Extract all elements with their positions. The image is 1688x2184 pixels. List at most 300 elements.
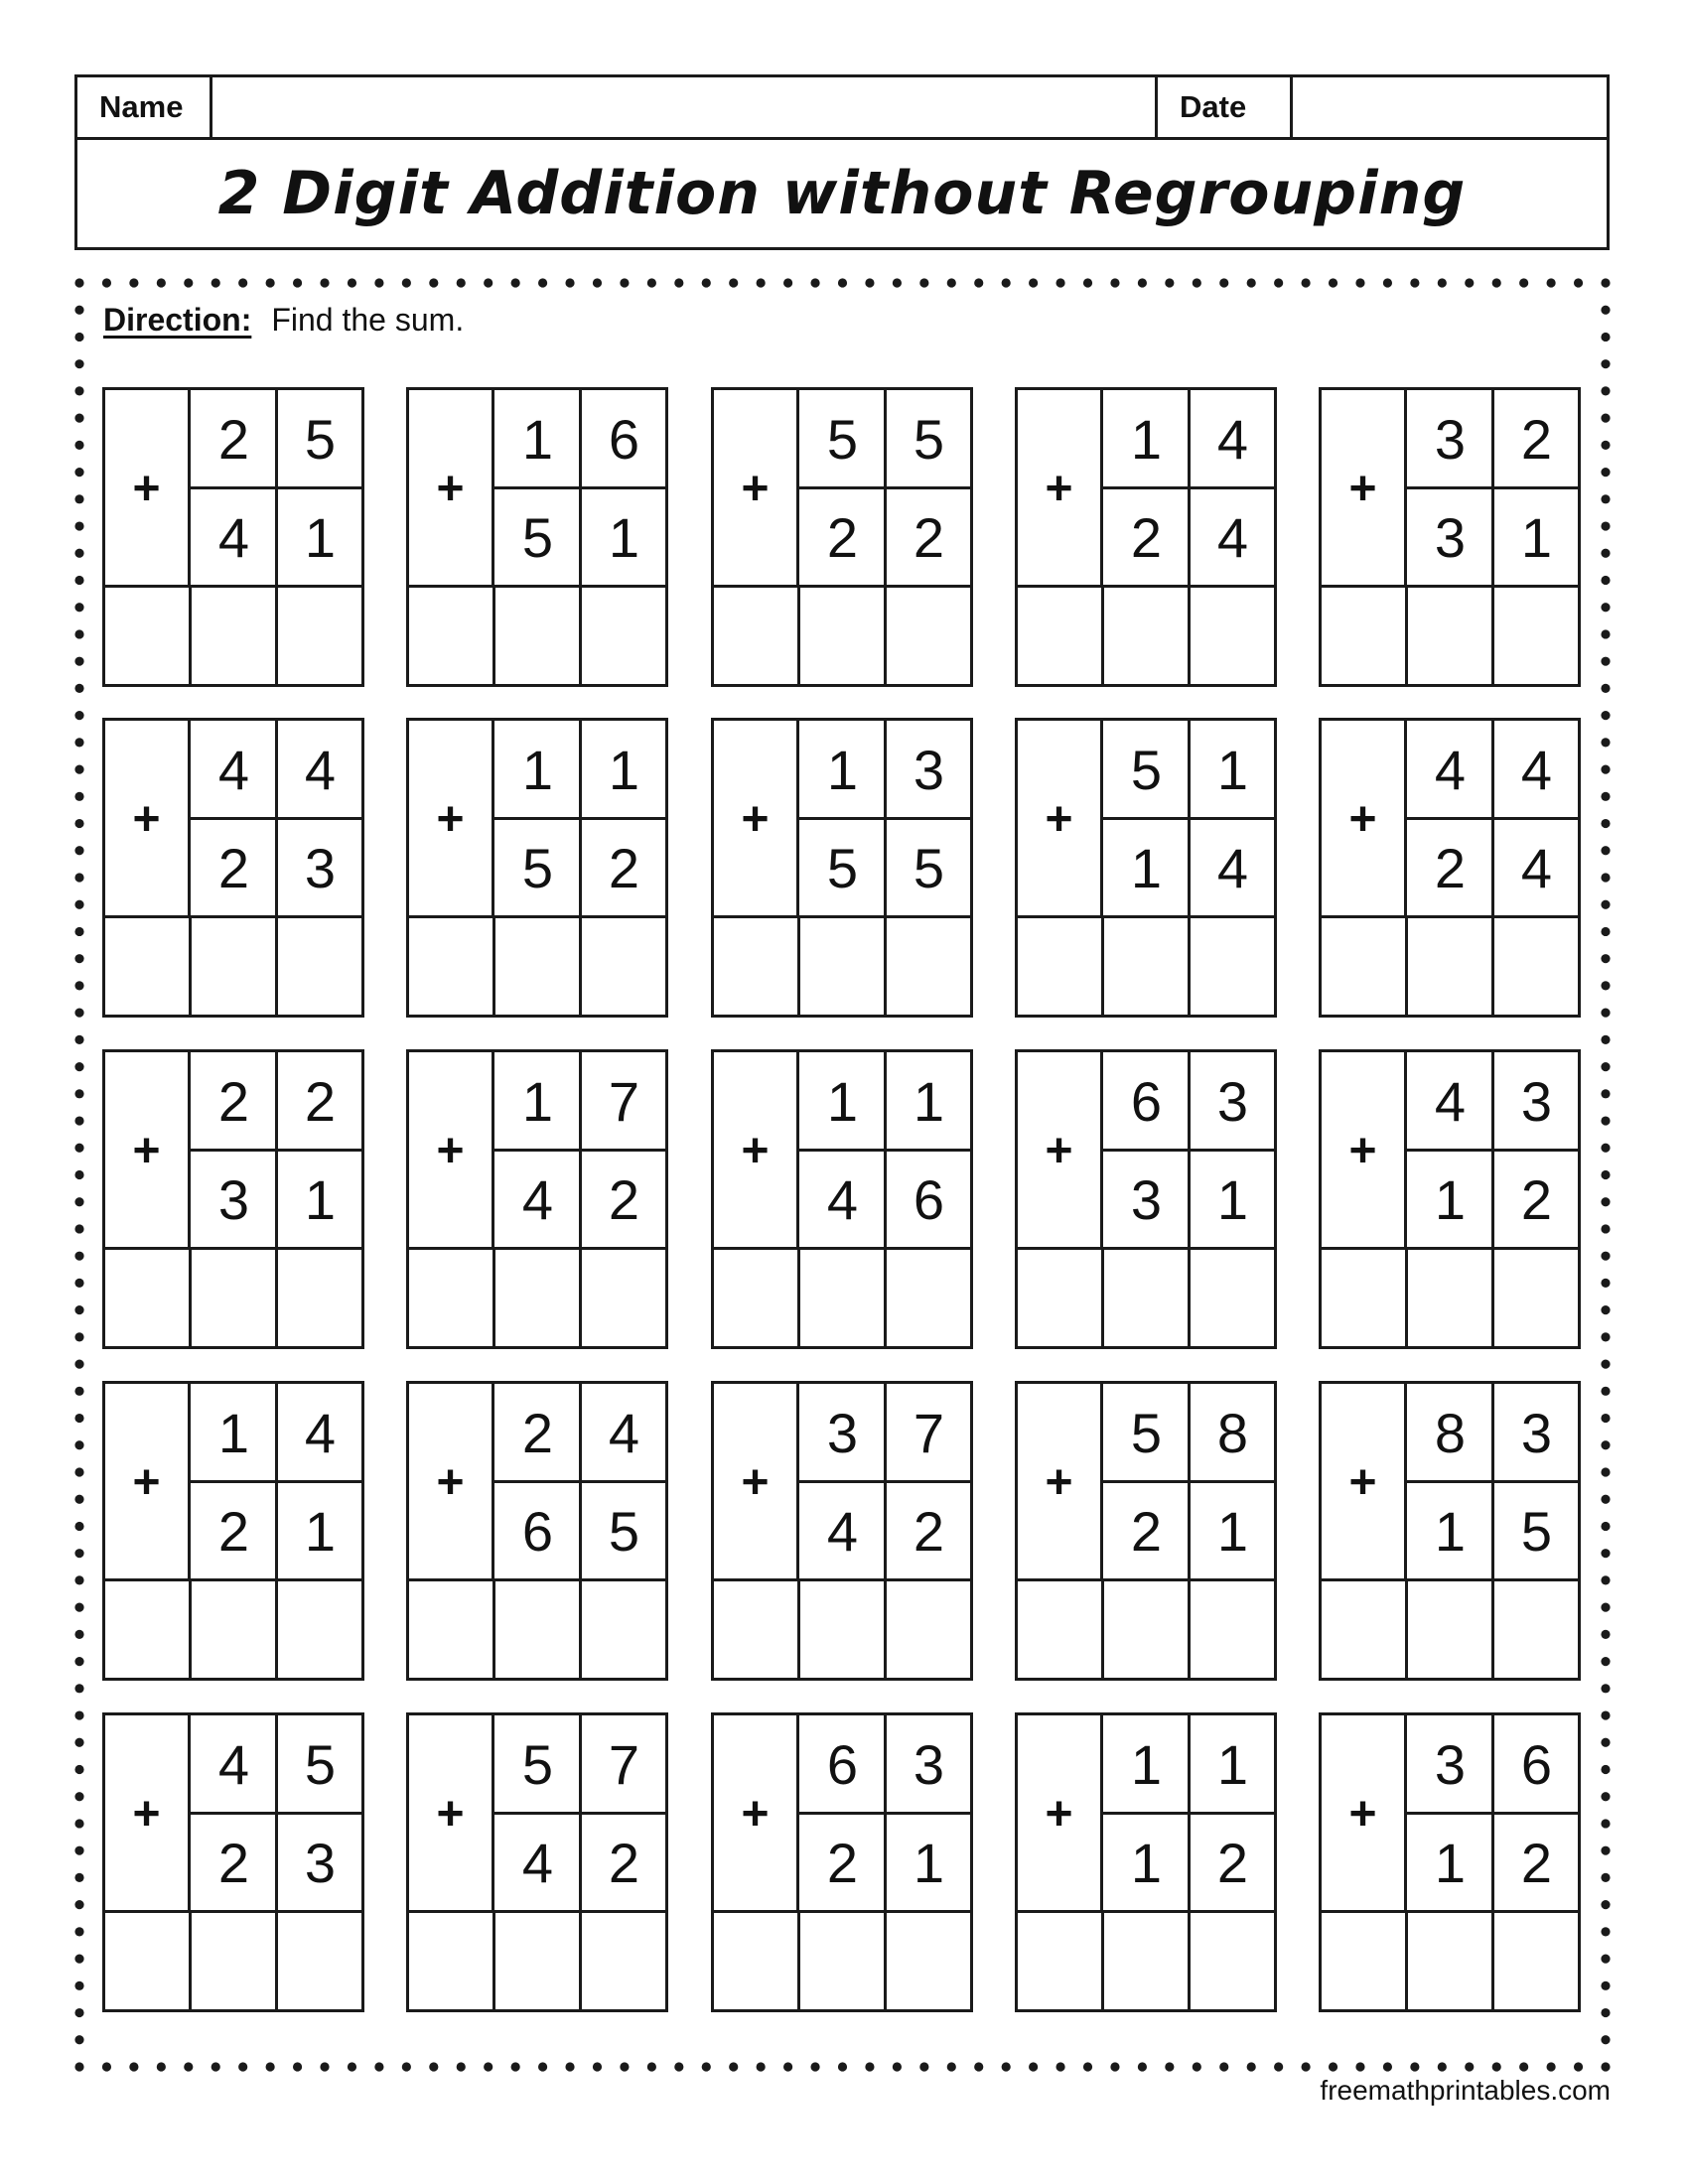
column-divider (275, 1052, 278, 1346)
answer-cell[interactable] (714, 917, 799, 1015)
answer-cell[interactable] (105, 917, 191, 1015)
top-digit: 1 (521, 408, 554, 471)
answer-cell[interactable] (1407, 587, 1492, 684)
answer-cell[interactable] (581, 1249, 665, 1346)
answer-cell[interactable] (799, 1580, 885, 1678)
answer-cell[interactable] (1103, 587, 1189, 684)
top-digit: 7 (913, 1402, 945, 1464)
top-digit: 1 (1216, 1733, 1249, 1796)
answer-cell[interactable] (1407, 1249, 1492, 1346)
problem-box (406, 1712, 668, 2012)
answer-divider (409, 1578, 665, 1581)
answer-cell[interactable] (714, 587, 799, 684)
answer-cell[interactable] (581, 587, 665, 684)
answer-divider (105, 585, 361, 588)
answer-cell[interactable] (799, 1249, 885, 1346)
top-digit: 1 (826, 739, 859, 801)
problem-box (1015, 1712, 1277, 2012)
problem-box (102, 387, 364, 687)
plus-sign: + (1322, 390, 1407, 587)
top-digit: 5 (521, 1733, 554, 1796)
answer-cell[interactable] (191, 587, 276, 684)
answer-divider (1322, 1247, 1578, 1250)
column-divider (1491, 1384, 1494, 1678)
column-divider (884, 1384, 887, 1678)
bottom-digit: 1 (304, 1500, 337, 1563)
top-digit: 3 (1520, 1070, 1553, 1133)
problem-box (406, 1049, 668, 1349)
top-digit: 1 (217, 1402, 250, 1464)
answer-cell[interactable] (494, 1580, 580, 1678)
top-digit: 4 (1216, 408, 1249, 471)
answer-column-divider (189, 915, 192, 1015)
top-digit: 7 (608, 1733, 640, 1796)
top-digit: 4 (1520, 739, 1553, 801)
plus-sign: + (714, 1715, 799, 1912)
top-digit: 5 (1130, 1402, 1163, 1464)
answer-column-divider (797, 915, 800, 1015)
direction-text: Find the sum. (271, 302, 465, 338)
top-digit: 5 (913, 408, 945, 471)
answer-column-divider (1405, 585, 1408, 684)
answer-divider (1322, 585, 1578, 588)
answer-column-divider (1101, 1247, 1104, 1346)
answer-cell[interactable] (191, 1249, 276, 1346)
answer-column-divider (797, 1247, 800, 1346)
plus-sign: + (1018, 1384, 1103, 1580)
answer-cell[interactable] (277, 917, 361, 1015)
answer-cell[interactable] (1190, 1580, 1274, 1678)
problem-box (711, 1712, 973, 2012)
answer-cell[interactable] (714, 1249, 799, 1346)
column-divider (1491, 721, 1494, 1015)
problem-box (1319, 1381, 1581, 1681)
answer-divider (409, 585, 665, 588)
problem-box (406, 718, 668, 1018)
answer-divider (1322, 915, 1578, 918)
direction-label: Direction: (103, 302, 252, 338)
column-divider (579, 390, 582, 684)
bottom-digit: 1 (913, 1832, 945, 1894)
answer-divider (1018, 585, 1274, 588)
problem-box (102, 1712, 364, 2012)
plus-sign: + (714, 1384, 799, 1580)
top-digit: 1 (521, 1070, 554, 1133)
bottom-digit: 1 (1520, 506, 1553, 569)
bottom-digit: 5 (1520, 1500, 1553, 1563)
top-digit: 1 (826, 1070, 859, 1133)
answer-divider (1322, 1910, 1578, 1913)
answer-column-divider (189, 1578, 192, 1678)
column-divider (275, 721, 278, 1015)
answer-column-divider (492, 915, 495, 1015)
bottom-digit: 2 (913, 1500, 945, 1563)
answer-column-divider (189, 1247, 192, 1346)
answer-column-divider (492, 1247, 495, 1346)
problem-box (102, 1381, 364, 1681)
plus-sign: + (409, 1052, 494, 1249)
bottom-digit: 1 (1434, 1168, 1467, 1231)
answer-cell[interactable] (277, 587, 361, 684)
problem-box (711, 718, 973, 1018)
answer-cell[interactable] (409, 917, 494, 1015)
column-divider (1188, 1052, 1191, 1346)
column-divider (1188, 1384, 1191, 1678)
column-divider (884, 1052, 887, 1346)
answer-column-divider (492, 585, 495, 684)
bottom-digit: 5 (826, 837, 859, 899)
top-digit: 1 (1130, 408, 1163, 471)
answer-divider (409, 915, 665, 918)
answer-divider (1018, 1578, 1274, 1581)
answer-divider (714, 1910, 970, 1913)
bottom-digit: 2 (608, 1832, 640, 1894)
bottom-digit: 1 (304, 1168, 337, 1231)
answer-cell[interactable] (105, 1249, 191, 1346)
footer-site: freemathprintables.com (1320, 2075, 1611, 2106)
problem-box (1015, 718, 1277, 1018)
bottom-digit: 5 (913, 837, 945, 899)
answer-divider (714, 585, 970, 588)
column-divider (1188, 721, 1191, 1015)
column-divider (884, 1715, 887, 2009)
top-digit: 5 (1130, 739, 1163, 801)
answer-cell[interactable] (277, 1912, 361, 2009)
problem-box (406, 387, 668, 687)
bottom-digit: 3 (1434, 506, 1467, 569)
problem-box (1319, 387, 1581, 687)
bottom-digit: 1 (304, 506, 337, 569)
answer-cell[interactable] (409, 1580, 494, 1678)
plus-sign: + (1018, 1715, 1103, 1912)
column-divider (579, 721, 582, 1015)
answer-column-divider (1101, 1578, 1104, 1678)
bottom-digit: 4 (521, 1168, 554, 1231)
bottom-digit: 2 (1434, 837, 1467, 899)
answer-cell[interactable] (1018, 917, 1103, 1015)
answer-divider (1018, 1247, 1274, 1250)
problem-box (1015, 1381, 1277, 1681)
column-divider (884, 390, 887, 684)
answer-divider (409, 1910, 665, 1913)
answer-cell[interactable] (494, 917, 580, 1015)
bottom-digit: 2 (217, 1832, 250, 1894)
answer-cell[interactable] (1103, 1580, 1189, 1678)
plus-sign: + (409, 721, 494, 917)
bottom-digit: 4 (217, 506, 250, 569)
column-divider (579, 1384, 582, 1678)
bottom-digit: 2 (217, 1500, 250, 1563)
answer-cell[interactable] (1493, 1912, 1578, 2009)
answer-divider (105, 1578, 361, 1581)
answer-cell[interactable] (1493, 1249, 1578, 1346)
answer-cell[interactable] (1103, 917, 1189, 1015)
bottom-digit: 5 (521, 506, 554, 569)
bottom-digit: 4 (826, 1500, 859, 1563)
top-digit: 2 (521, 1402, 554, 1464)
answer-cell[interactable] (1190, 587, 1274, 684)
top-digit: 3 (913, 1733, 945, 1796)
answer-cell[interactable] (409, 1912, 494, 2009)
top-digit: 2 (304, 1070, 337, 1133)
answer-cell[interactable] (886, 1912, 970, 2009)
top-digit: 2 (217, 1070, 250, 1133)
plus-sign: + (714, 721, 799, 917)
plus-sign: + (409, 1715, 494, 1912)
answer-divider (714, 915, 970, 918)
answer-column-divider (189, 585, 192, 684)
answer-column-divider (1405, 1910, 1408, 2009)
problem-box (102, 1049, 364, 1349)
answer-cell[interactable] (494, 587, 580, 684)
answer-column-divider (1101, 585, 1104, 684)
bottom-digit: 5 (521, 837, 554, 899)
column-divider (579, 1715, 582, 2009)
answer-column-divider (1405, 1247, 1408, 1346)
top-digit: 1 (913, 1070, 945, 1133)
answer-column-divider (1405, 915, 1408, 1015)
answer-cell[interactable] (409, 587, 494, 684)
bottom-digit: 1 (1434, 1832, 1467, 1894)
answer-cell[interactable] (1018, 587, 1103, 684)
bottom-digit: 1 (1216, 1500, 1249, 1563)
answer-cell[interactable] (581, 917, 665, 1015)
answer-cell[interactable] (1322, 1249, 1407, 1346)
answer-cell[interactable] (1103, 1249, 1189, 1346)
bottom-digit: 4 (1216, 506, 1249, 569)
answer-cell[interactable] (1018, 1249, 1103, 1346)
top-digit: 3 (1216, 1070, 1249, 1133)
bottom-digit: 6 (913, 1168, 945, 1231)
plus-sign: + (714, 1052, 799, 1249)
answer-cell[interactable] (886, 917, 970, 1015)
answer-cell[interactable] (1190, 917, 1274, 1015)
top-digit: 1 (1130, 1733, 1163, 1796)
top-digit: 6 (1130, 1070, 1163, 1133)
plus-sign: + (1322, 1384, 1407, 1580)
answer-cell[interactable] (191, 917, 276, 1015)
bottom-digit: 2 (1520, 1832, 1553, 1894)
top-digit: 8 (1216, 1402, 1249, 1464)
column-divider (579, 1052, 582, 1346)
answer-cell[interactable] (1190, 1249, 1274, 1346)
page-title: 2 Digit Addition without Regrouping (217, 159, 1467, 228)
top-digit: 2 (1520, 408, 1553, 471)
plus-sign: + (409, 390, 494, 587)
answer-cell[interactable] (1190, 1912, 1274, 2009)
answer-cell[interactable] (799, 917, 885, 1015)
top-digit: 3 (1434, 408, 1467, 471)
plus-sign: + (105, 390, 191, 587)
problem-box (1319, 1712, 1581, 2012)
problem-box (406, 1381, 668, 1681)
answer-divider (105, 1247, 361, 1250)
top-digit: 5 (826, 408, 859, 471)
problem-box (1319, 1049, 1581, 1349)
answer-cell[interactable] (1103, 1912, 1189, 2009)
problem-box (711, 387, 973, 687)
problem-box (711, 1381, 973, 1681)
column-divider (275, 390, 278, 684)
answer-column-divider (189, 1910, 192, 2009)
bottom-digit: 2 (1216, 1832, 1249, 1894)
answer-column-divider (492, 1578, 495, 1678)
answer-column-divider (492, 1910, 495, 2009)
bottom-digit: 1 (608, 506, 640, 569)
answer-divider (1018, 1910, 1274, 1913)
answer-divider (105, 1910, 361, 1913)
column-divider (884, 721, 887, 1015)
plus-sign: + (1018, 721, 1103, 917)
answer-cell[interactable] (105, 587, 191, 684)
answer-cell[interactable] (1018, 1580, 1103, 1678)
bottom-digit: 2 (608, 1168, 640, 1231)
answer-column-divider (1405, 1578, 1408, 1678)
answer-cell[interactable] (494, 1912, 580, 2009)
answer-cell[interactable] (105, 1580, 191, 1678)
plus-sign: + (1322, 1052, 1407, 1249)
plus-sign: + (1322, 1715, 1407, 1912)
bottom-digit: 2 (1130, 506, 1163, 569)
answer-cell[interactable] (277, 1249, 361, 1346)
answer-cell[interactable] (1018, 1912, 1103, 2009)
answer-cell[interactable] (714, 1580, 799, 1678)
answer-cell[interactable] (799, 587, 885, 684)
bottom-digit: 3 (1130, 1168, 1163, 1231)
top-digit: 7 (608, 1070, 640, 1133)
bottom-digit: 3 (304, 1832, 337, 1894)
top-digit: 1 (521, 739, 554, 801)
plus-sign: + (714, 390, 799, 587)
answer-cell[interactable] (1493, 917, 1578, 1015)
top-digit: 1 (608, 739, 640, 801)
problem-box (1015, 387, 1277, 687)
bottom-digit: 4 (826, 1168, 859, 1231)
answer-cell[interactable] (1493, 1580, 1578, 1678)
answer-divider (1322, 1578, 1578, 1581)
answer-cell[interactable] (886, 1249, 970, 1346)
top-digit: 4 (304, 739, 337, 801)
answer-cell[interactable] (105, 1912, 191, 2009)
plus-sign: + (1322, 721, 1407, 917)
bottom-digit: 1 (1130, 1832, 1163, 1894)
answer-divider (1018, 915, 1274, 918)
bottom-digit: 2 (1520, 1168, 1553, 1231)
answer-cell[interactable] (494, 1249, 580, 1346)
answer-cell[interactable] (886, 587, 970, 684)
plus-sign: + (105, 1052, 191, 1249)
answer-cell[interactable] (1407, 1912, 1492, 2009)
bottom-digit: 4 (1520, 837, 1553, 899)
answer-cell[interactable] (1322, 1580, 1407, 1678)
problem-box (1319, 718, 1581, 1018)
top-digit: 4 (1434, 739, 1467, 801)
top-digit: 8 (1434, 1402, 1467, 1464)
answer-cell[interactable] (886, 1580, 970, 1678)
top-digit: 4 (217, 739, 250, 801)
top-digit: 4 (608, 1402, 640, 1464)
top-digit: 5 (304, 1733, 337, 1796)
answer-cell[interactable] (714, 1912, 799, 2009)
plus-sign: + (1018, 390, 1103, 587)
answer-column-divider (797, 585, 800, 684)
answer-cell[interactable] (1322, 917, 1407, 1015)
column-divider (1188, 1715, 1191, 2009)
bottom-digit: 2 (826, 506, 859, 569)
answer-cell[interactable] (1407, 1580, 1492, 1678)
answer-column-divider (797, 1910, 800, 2009)
top-digit: 4 (1434, 1070, 1467, 1133)
problem-box (711, 1049, 973, 1349)
answer-column-divider (1101, 915, 1104, 1015)
top-digit: 3 (1434, 1733, 1467, 1796)
answer-divider (714, 1247, 970, 1250)
plus-sign: + (1018, 1052, 1103, 1249)
problem-box (102, 718, 364, 1018)
top-digit: 6 (1520, 1733, 1553, 1796)
bottom-digit: 3 (304, 837, 337, 899)
top-digit: 6 (608, 408, 640, 471)
column-divider (275, 1715, 278, 2009)
bottom-digit: 2 (913, 506, 945, 569)
bottom-digit: 1 (1434, 1500, 1467, 1563)
plus-sign: + (409, 1384, 494, 1580)
bottom-digit: 3 (217, 1168, 250, 1231)
answer-cell[interactable] (581, 1912, 665, 2009)
answer-cell[interactable] (1322, 587, 1407, 684)
date-label: Date (1180, 89, 1247, 124)
name-label: Name (99, 89, 184, 124)
top-digit: 3 (913, 739, 945, 801)
bottom-digit: 1 (1130, 837, 1163, 899)
answer-cell[interactable] (581, 1580, 665, 1678)
answer-divider (105, 915, 361, 918)
top-digit: 5 (304, 408, 337, 471)
top-digit: 6 (826, 1733, 859, 1796)
answer-cell[interactable] (191, 1580, 276, 1678)
top-digit: 3 (1520, 1402, 1553, 1464)
answer-cell[interactable] (799, 1912, 885, 2009)
column-divider (1491, 1715, 1494, 2009)
bottom-digit: 4 (521, 1832, 554, 1894)
plus-sign: + (105, 721, 191, 917)
top-digit: 4 (217, 1733, 250, 1796)
answer-column-divider (1101, 1910, 1104, 2009)
bottom-digit: 2 (608, 837, 640, 899)
answer-cell[interactable] (409, 1249, 494, 1346)
column-divider (1188, 390, 1191, 684)
top-digit: 1 (1216, 739, 1249, 801)
direction (103, 302, 464, 339)
plus-sign: + (105, 1715, 191, 1912)
answer-cell[interactable] (1322, 1912, 1407, 2009)
answer-divider (714, 1578, 970, 1581)
bottom-digit: 2 (1130, 1500, 1163, 1563)
top-digit: 2 (217, 408, 250, 471)
answer-cell[interactable] (277, 1580, 361, 1678)
column-divider (275, 1384, 278, 1678)
column-divider (1491, 1052, 1494, 1346)
answer-divider (409, 1247, 665, 1250)
answer-cell[interactable] (1493, 587, 1578, 684)
bottom-digit: 2 (826, 1832, 859, 1894)
problem-box (1015, 1049, 1277, 1349)
answer-cell[interactable] (1407, 917, 1492, 1015)
answer-cell[interactable] (191, 1912, 276, 2009)
bottom-digit: 5 (608, 1500, 640, 1563)
bottom-digit: 2 (217, 837, 250, 899)
bottom-digit: 4 (1216, 837, 1249, 899)
